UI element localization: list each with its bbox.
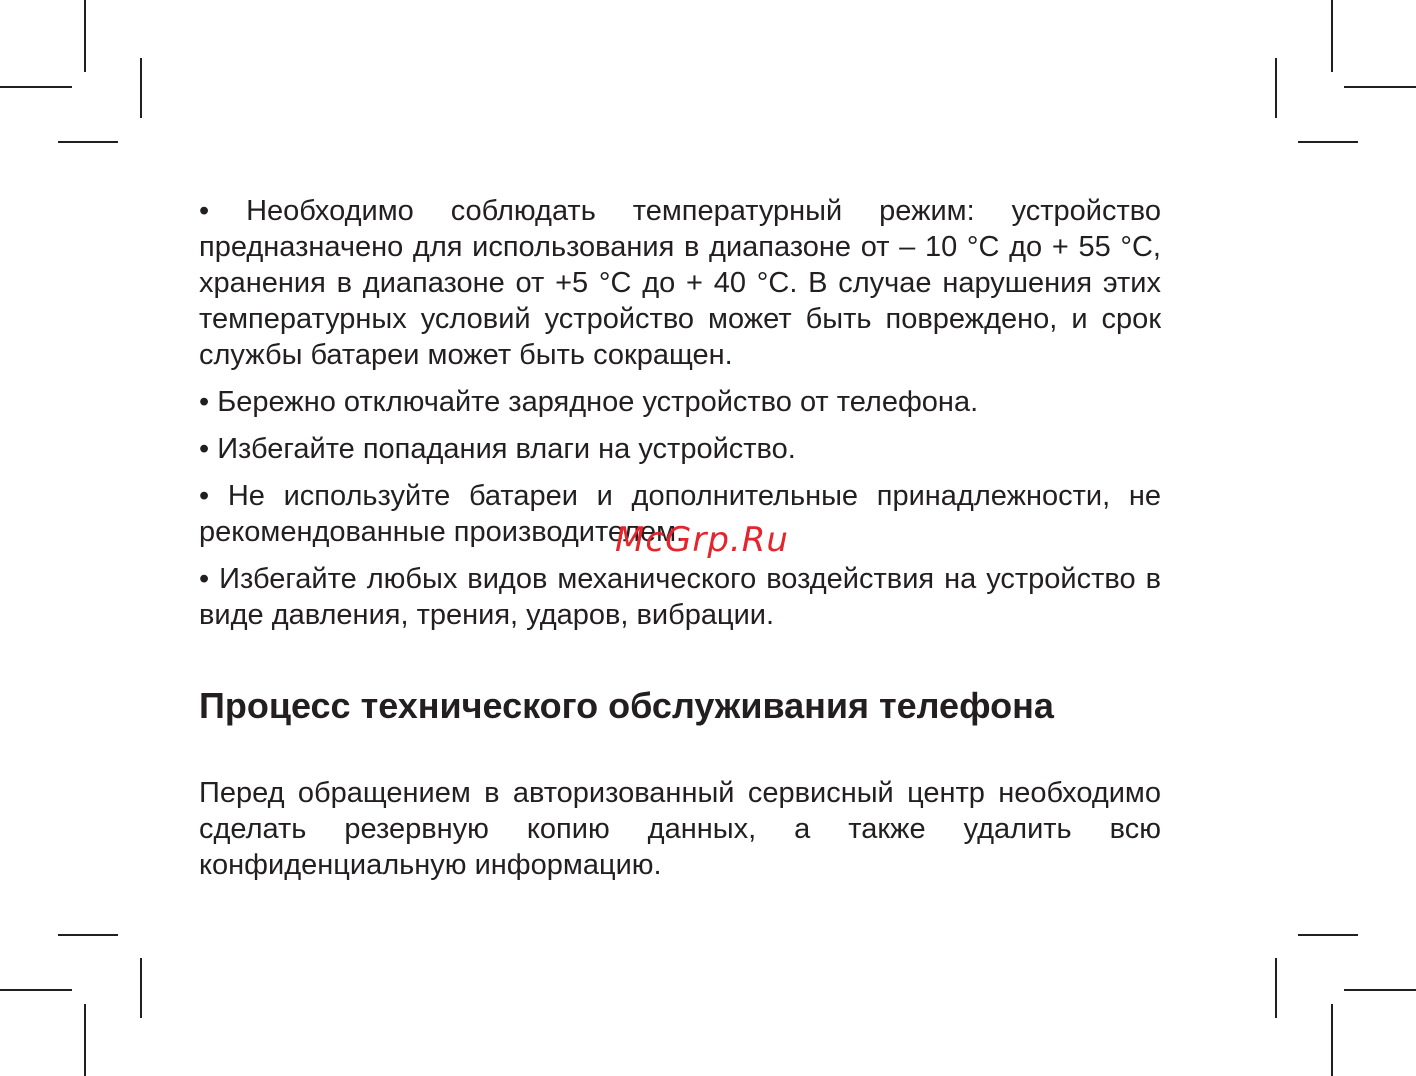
paragraph-mechanical: • Избегайте любых видов механического воздействия на устройство в виде давления, трения, ударов, вибрации. [199, 563, 1161, 631]
crop-mark [1331, 0, 1333, 72]
paragraph-charger: • Бережно отключайте зарядное устройство от телефона. [199, 386, 979, 418]
crop-mark [1275, 958, 1277, 1018]
crop-mark [1344, 86, 1416, 88]
watermark: McGrp.Ru [615, 520, 789, 560]
crop-mark [1275, 58, 1277, 118]
crop-mark [1298, 934, 1358, 936]
crop-mark [1298, 141, 1358, 143]
crop-mark [140, 958, 142, 1018]
paragraph-service-intro: Перед обращением в авторизованный сервисный центр необходимо сделать резервную копию данных, а также удалить всю конфиденциальную информацию. [199, 777, 1161, 881]
paragraph-temperature: • Необходимо соблюдать температурный режим: устройство предназначено для использования в диапазоне от – 10 °С до + 55 °С, хранения в диапазоне от +5 °С до + 40 °С. В случае нарушения этих температурных условий устройство может быть повреждено, и срок службы батареи может быть сокращен. [199, 195, 1161, 371]
paragraph-moisture: • Избегайте попадания влаги на устройство. [199, 433, 796, 465]
crop-mark [0, 86, 72, 88]
crop-mark [140, 58, 142, 118]
crop-mark [58, 141, 118, 143]
section-heading: Процесс технического обслуживания телефона [199, 685, 1054, 726]
crop-mark [84, 1004, 86, 1076]
crop-mark [84, 0, 86, 72]
safety-list [199, 193, 1161, 633]
crop-mark [58, 934, 118, 936]
crop-mark [0, 989, 72, 991]
crop-mark [1331, 1004, 1333, 1076]
crop-mark [1344, 989, 1416, 991]
paragraph-accessories: • Не используйте батареи и дополнительные принадлежности, не рекомендованные производителем. [199, 480, 1161, 548]
